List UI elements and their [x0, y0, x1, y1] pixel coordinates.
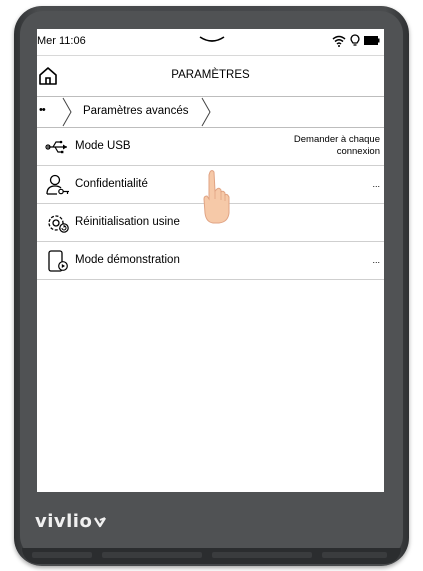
status-time: Mer 11:06	[37, 35, 86, 47]
factory-reset-icon	[45, 212, 71, 234]
privacy-value: ...	[372, 179, 380, 189]
usb-mode-value-line1: Demander à chaque	[293, 134, 380, 145]
chevron-down-icon[interactable]	[199, 35, 225, 45]
status-bar	[37, 29, 384, 55]
factory-reset-label: Réinitialisation usine	[75, 216, 180, 228]
privacy-label: Confidentialité	[75, 178, 148, 190]
page-title: PARAMÈTRES	[171, 69, 250, 81]
wifi-icon[interactable]	[332, 35, 346, 47]
logo-text: vivlio	[35, 511, 93, 532]
reader-screen	[37, 29, 384, 492]
breadcrumb-separator-icon	[61, 97, 73, 127]
usb-icon	[45, 136, 71, 158]
usb-mode-value-line2: connexion	[336, 146, 380, 157]
demo-mode-value: ...	[372, 255, 380, 265]
pointing-hand-icon	[201, 169, 231, 225]
privacy-key-icon	[45, 174, 71, 196]
usb-mode-value	[294, 134, 380, 158]
breadcrumb-current[interactable]: Paramètres avancés	[83, 105, 189, 117]
device-bottom-edge	[22, 548, 401, 564]
demo-mode-label: Mode démonstration	[75, 254, 180, 266]
vivlio-logo	[35, 511, 107, 532]
logo-mark-icon	[93, 516, 107, 528]
settings-row-usb-mode[interactable]	[37, 128, 384, 166]
usb-mode-label: Mode USB	[75, 140, 131, 152]
status-icons	[332, 34, 380, 47]
breadcrumb	[37, 96, 384, 128]
settings-row-demo-mode[interactable]	[37, 242, 384, 280]
frontlight-bulb-icon[interactable]	[350, 34, 360, 47]
battery-icon[interactable]	[364, 36, 380, 45]
breadcrumb-separator-icon	[200, 97, 212, 127]
breadcrumb-more[interactable]: ••	[39, 104, 45, 116]
settings-header	[37, 55, 384, 96]
demo-mode-icon	[45, 250, 71, 272]
